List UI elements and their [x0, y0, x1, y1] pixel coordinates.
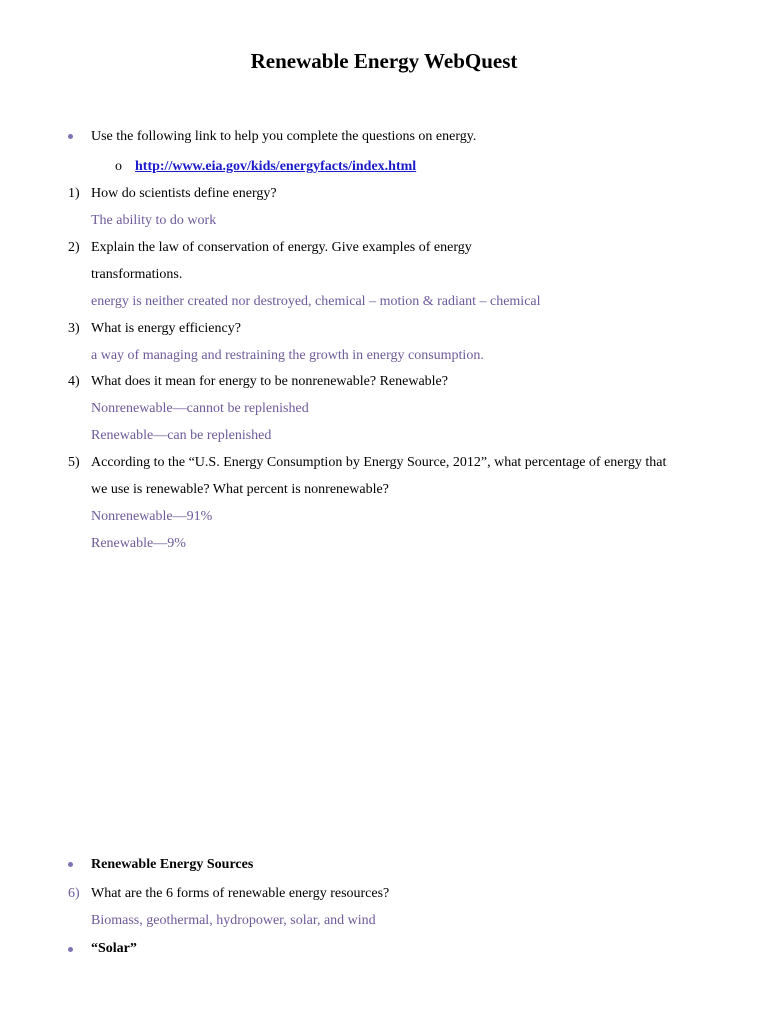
- answer-text: energy is neither created nor destroyed, chemical – motion & radiant – chemical: [91, 294, 541, 309]
- question-text: Explain the law of conservation of energy. Give examples of energy: [91, 240, 472, 255]
- question-text: What does it mean for energy to be nonrenewable? Renewable?: [91, 374, 448, 389]
- question-number: 3): [68, 321, 80, 336]
- answer-text: Nonrenewable—cannot be replenished: [91, 401, 309, 416]
- question-text: According to the “U.S. Energy Consumption by Energy Source, 2012”, what percentage of energy that: [91, 455, 667, 470]
- answer-text: Nonrenewable—91%: [91, 509, 213, 524]
- section-heading: Renewable Energy Sources: [91, 857, 254, 872]
- answer-text: Biomass, geothermal, hydropower, solar, and wind: [91, 913, 376, 928]
- question-number: 5): [68, 455, 80, 470]
- question-text: What are the 6 forms of renewable energy resources?: [91, 886, 390, 901]
- question-number: 2): [68, 240, 80, 255]
- answer-text: Renewable—9%: [91, 536, 186, 551]
- answer-text: a way of managing and restraining the growth in energy consumption.: [91, 348, 484, 363]
- energy-facts-link[interactable]: http://www.eia.gov/kids/energyfacts/index.html: [135, 159, 417, 174]
- sub-bullet-marker: o: [115, 159, 122, 174]
- solar-heading: “Solar”: [91, 941, 137, 956]
- question-number: 6): [68, 886, 80, 901]
- page-title: Renewable Energy WebQuest: [250, 49, 518, 73]
- answer-text: Renewable—can be replenished: [91, 428, 272, 443]
- question-text: we use is renewable? What percent is nonrenewable?: [91, 482, 389, 497]
- bullet-icon: [68, 134, 73, 139]
- intro-text: Use the following link to help you complete the questions on energy.: [91, 129, 477, 144]
- question-text: What is energy efficiency?: [91, 321, 241, 336]
- answer-text: The ability to do work: [91, 213, 217, 228]
- question-text: How do scientists define energy?: [91, 186, 277, 201]
- question-text: transformations.: [91, 267, 183, 282]
- bullet-icon: [68, 947, 73, 952]
- bullet-icon: [68, 862, 73, 867]
- question-number: 4): [68, 374, 80, 389]
- question-number: 1): [68, 186, 80, 201]
